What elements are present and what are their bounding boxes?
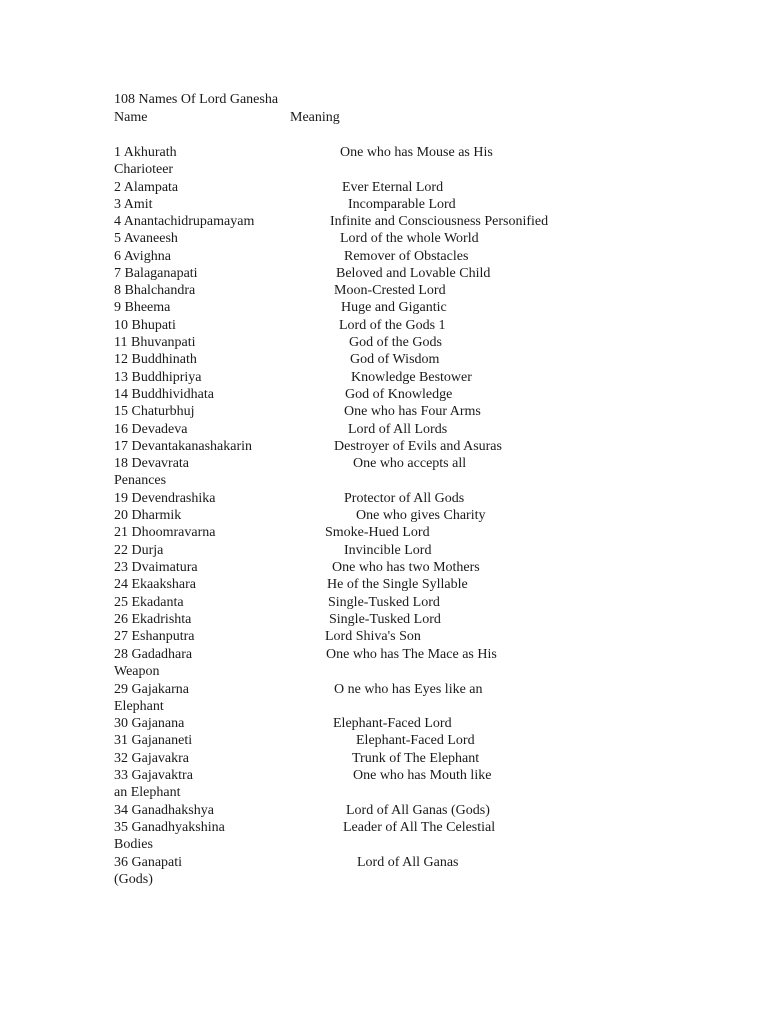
document-title: 108 Names Of Lord Ganesha [114, 92, 279, 107]
entry-meaning: Beloved and Lovable Child [336, 266, 491, 281]
entry-name: 3 Amit [114, 197, 153, 212]
entry-name: 2 Alampata [114, 180, 179, 195]
entry-name: 9 Bheema [114, 300, 171, 315]
entry-meaning: Elephant-Faced Lord [356, 733, 475, 748]
entry-meaning: Knowledge Bestower [351, 370, 472, 385]
entry-name: 27 Eshanputra [114, 629, 195, 644]
entry-name: 1 Akhurath [114, 145, 177, 160]
column-header-meaning: Meaning [290, 110, 340, 125]
entry-name: 21 Dhoomravarna [114, 525, 216, 540]
entry-meaning: Single-Tusked Lord [328, 595, 440, 610]
entry-name: 22 Durja [114, 543, 164, 558]
entry-meaning-continuation: Penances [114, 473, 167, 488]
entry-meaning: Lord of All Ganas [357, 855, 459, 870]
entry-meaning: Lord of All Ganas (Gods) [346, 803, 490, 818]
entry-meaning: Single-Tusked Lord [329, 612, 441, 627]
entry-name: 35 Ganadhyakshina [114, 820, 225, 835]
entry-meaning: Ever Eternal Lord [342, 180, 444, 195]
entry-name: 20 Dharmik [114, 508, 182, 523]
entry-name: 10 Bhupati [114, 318, 176, 333]
entry-meaning: Leader of All The Celestial [343, 820, 496, 835]
entry-name: 17 Devantakanashakarin [114, 439, 252, 454]
entry-name: 32 Gajavakra [114, 751, 190, 766]
entry-meaning: Lord of All Lords [348, 422, 448, 437]
entry-meaning: Incomparable Lord [348, 197, 456, 212]
entry-meaning: Moon-Crested Lord [334, 283, 446, 298]
entry-meaning: Lord Shiva's Son [325, 629, 421, 644]
entry-name: 28 Gadadhara [114, 647, 193, 662]
entry-meaning: He of the Single Syllable [327, 577, 468, 592]
entry-name: 19 Devendrashika [114, 491, 216, 506]
entry-name: 14 Buddhividhata [114, 387, 214, 402]
entry-meaning: Invincible Lord [344, 543, 432, 558]
entry-meaning-continuation: Elephant [114, 699, 164, 714]
entry-name: 16 Devadeva [114, 422, 188, 437]
column-header-name: Name [114, 110, 148, 125]
entry-name: 23 Dvaimatura [114, 560, 198, 575]
entry-meaning: O ne who has Eyes like an [334, 682, 483, 697]
entry-name: 33 Gajavaktra [114, 768, 193, 783]
entry-meaning: Huge and Gigantic [341, 300, 447, 315]
entry-meaning: One who has two Mothers [332, 560, 480, 575]
entry-name: 8 Bhalchandra [114, 283, 196, 298]
entry-meaning: God of the Gods [349, 335, 442, 350]
entry-name: 34 Ganadhakshya [114, 803, 214, 818]
entry-meaning: God of Wisdom [350, 352, 440, 367]
entry-meaning: Destroyer of Evils and Asuras [334, 439, 502, 454]
entry-meaning: One who accepts all [353, 456, 467, 471]
entry-meaning-continuation: Charioteer [114, 162, 174, 177]
entry-name: 30 Gajanana [114, 716, 185, 731]
entry-name: 24 Ekaakshara [114, 577, 197, 592]
entry-meaning: Lord of the Gods 1 [339, 318, 446, 333]
entry-meaning-continuation: Weapon [114, 664, 160, 679]
entry-meaning: Trunk of The Elephant [352, 751, 480, 766]
entry-meaning-continuation: an Elephant [114, 785, 181, 800]
entry-meaning: God of Knowledge [345, 387, 453, 402]
entry-name: 11 Bhuvanpati [114, 335, 196, 350]
entry-meaning: Infinite and Consciousness Personified [330, 214, 549, 229]
entry-name: 26 Ekadrishta [114, 612, 192, 627]
entry-meaning: Protector of All Gods [344, 491, 465, 506]
entry-meaning-continuation: (Gods) [114, 872, 153, 887]
entry-meaning: One who gives Charity [356, 508, 486, 523]
entry-name: 12 Buddhinath [114, 352, 197, 367]
entry-name: 36 Ganapati [114, 855, 183, 870]
entry-name: 5 Avaneesh [114, 231, 178, 246]
entry-meaning: Remover of Obstacles [344, 249, 469, 264]
entry-meaning: Smoke-Hued Lord [325, 525, 430, 540]
entry-name: 6 Avighna [114, 249, 171, 264]
entry-meaning-continuation: Bodies [114, 837, 153, 852]
entry-name: 13 Buddhipriya [114, 370, 202, 385]
entry-name: 7 Balaganapati [114, 266, 198, 281]
entry-name: 31 Gajananeti [114, 733, 193, 748]
entry-name: 4 Anantachidrupamayam [114, 214, 255, 229]
entry-meaning: One who has Mouse as His [340, 145, 493, 160]
entry-meaning: Lord of the whole World [340, 231, 479, 246]
entry-name: 25 Ekadanta [114, 595, 184, 610]
entry-meaning: One who has Mouth like [353, 768, 492, 783]
entry-meaning: One who has Four Arms [344, 404, 481, 419]
entry-name: 29 Gajakarna [114, 682, 190, 697]
entry-name: 18 Devavrata [114, 456, 190, 471]
entry-meaning: One who has The Mace as His [326, 647, 497, 662]
entry-meaning: Elephant-Faced Lord [333, 716, 452, 731]
entry-name: 15 Chaturbhuj [114, 404, 195, 419]
